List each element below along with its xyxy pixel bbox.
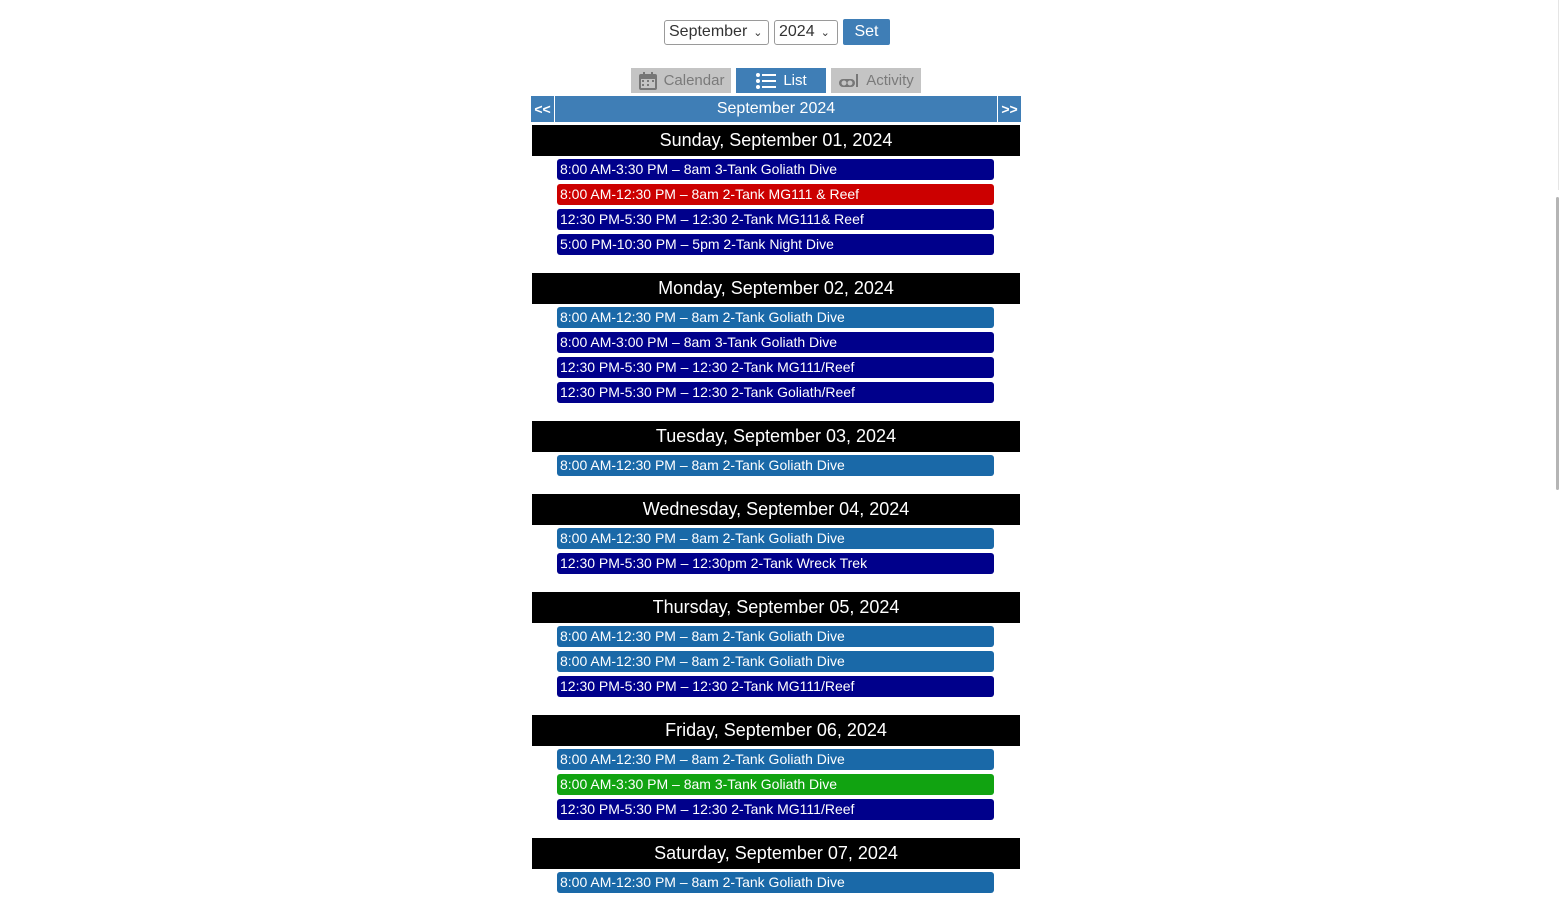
- day-section: [531, 494, 1021, 589]
- event-item[interactable]: 12:30 PM-5:30 PM – 12:30 2-Tank MG111/Reef: [557, 676, 994, 697]
- event-item[interactable]: 8:00 AM-12:30 PM – 8am 2-Tank Goliath Dive: [557, 455, 994, 476]
- snorkel-mask-icon: [838, 71, 860, 91]
- set-button[interactable]: Set: [843, 19, 890, 45]
- tab-list-label: List: [783, 72, 807, 89]
- day-section: [531, 592, 1021, 712]
- day-heading: Wednesday, September 04, 2024: [532, 494, 1020, 525]
- event-item[interactable]: 8:00 AM-12:30 PM – 8am 2-Tank Goliath Dive: [557, 307, 994, 328]
- event-list: [531, 746, 1021, 835]
- next-month-button[interactable]: >>: [997, 96, 1021, 122]
- view-tabs: [631, 68, 921, 93]
- event-list: [531, 452, 1021, 491]
- event-item[interactable]: 5:00 PM-10:30 PM – 5pm 2-Tank Night Dive: [557, 234, 994, 255]
- month-title: September 2024: [716, 100, 836, 117]
- event-item[interactable]: 8:00 AM-12:30 PM – 8am 2-Tank Goliath Dive: [557, 528, 994, 549]
- day-heading: Monday, September 02, 2024: [532, 273, 1020, 304]
- day-section: [531, 715, 1021, 835]
- event-item[interactable]: 8:00 AM-3:30 PM – 8am 3-Tank Goliath Dive: [557, 159, 994, 180]
- event-item[interactable]: 12:30 PM-5:30 PM – 12:30 2-Tank MG111& Reef: [557, 209, 994, 230]
- list-icon: [755, 71, 777, 91]
- tab-activity[interactable]: [831, 68, 921, 93]
- event-list: [531, 525, 1021, 589]
- month-select-value: September: [669, 23, 748, 40]
- month-nav: [531, 96, 1021, 122]
- event-item[interactable]: 8:00 AM-3:00 PM – 8am 3-Tank Goliath Dive: [557, 332, 994, 353]
- month-select[interactable]: [664, 20, 769, 45]
- event-list: [531, 304, 1021, 418]
- day-heading: Saturday, September 07, 2024: [532, 838, 1020, 869]
- year-select-value: 2024: [779, 23, 815, 40]
- event-item[interactable]: 12:30 PM-5:30 PM – 12:30 2-Tank Goliath/Reef: [557, 382, 994, 403]
- event-item[interactable]: 12:30 PM-5:30 PM – 12:30 2-Tank MG111/Reef: [557, 799, 994, 820]
- chevron-down-icon: ⌄: [820, 26, 830, 39]
- tab-activity-label: Activity: [866, 72, 914, 89]
- day-section: [531, 125, 1021, 270]
- event-item[interactable]: 8:00 AM-12:30 PM – 8am 2-Tank MG111 & Reef: [557, 184, 994, 205]
- tab-calendar-label: Calendar: [663, 72, 725, 89]
- list-calendar: [531, 96, 1021, 908]
- event-item[interactable]: 8:00 AM-12:30 PM – 8am 2-Tank Goliath Dive: [557, 749, 994, 770]
- tab-list[interactable]: [736, 68, 826, 93]
- event-item[interactable]: 12:30 PM-5:30 PM – 12:30pm 2-Tank Wreck Trek: [557, 553, 994, 574]
- scrollbar[interactable]: [1556, 197, 1559, 490]
- scrollbar-track: [1558, 0, 1559, 190]
- day-heading: Tuesday, September 03, 2024: [532, 421, 1020, 452]
- event-item[interactable]: 8:00 AM-12:30 PM – 8am 2-Tank Goliath Dive: [557, 872, 994, 893]
- event-item[interactable]: 8:00 AM-12:30 PM – 8am 2-Tank Goliath Dive: [557, 626, 994, 647]
- day-section: [531, 273, 1021, 418]
- chevron-down-icon: ⌄: [753, 26, 763, 39]
- month-year-picker: [664, 19, 890, 45]
- event-item[interactable]: 12:30 PM-5:30 PM – 12:30 2-Tank MG111/Reef: [557, 357, 994, 378]
- tab-calendar[interactable]: [631, 68, 731, 93]
- day-section: [531, 421, 1021, 491]
- day-heading: Friday, September 06, 2024: [532, 715, 1020, 746]
- event-list: [531, 623, 1021, 712]
- calendar-icon: [638, 71, 658, 91]
- event-list: [531, 869, 1021, 908]
- day-heading: Thursday, September 05, 2024: [532, 592, 1020, 623]
- year-select[interactable]: [774, 20, 838, 45]
- event-item[interactable]: 8:00 AM-3:30 PM – 8am 3-Tank Goliath Dive: [557, 774, 994, 795]
- day-section: [531, 838, 1021, 908]
- event-item[interactable]: 8:00 AM-12:30 PM – 8am 2-Tank Goliath Dive: [557, 651, 994, 672]
- day-list: [531, 125, 1021, 908]
- day-heading: Sunday, September 01, 2024: [532, 125, 1020, 156]
- prev-month-button[interactable]: <<: [531, 96, 555, 122]
- event-list: [531, 156, 1021, 270]
